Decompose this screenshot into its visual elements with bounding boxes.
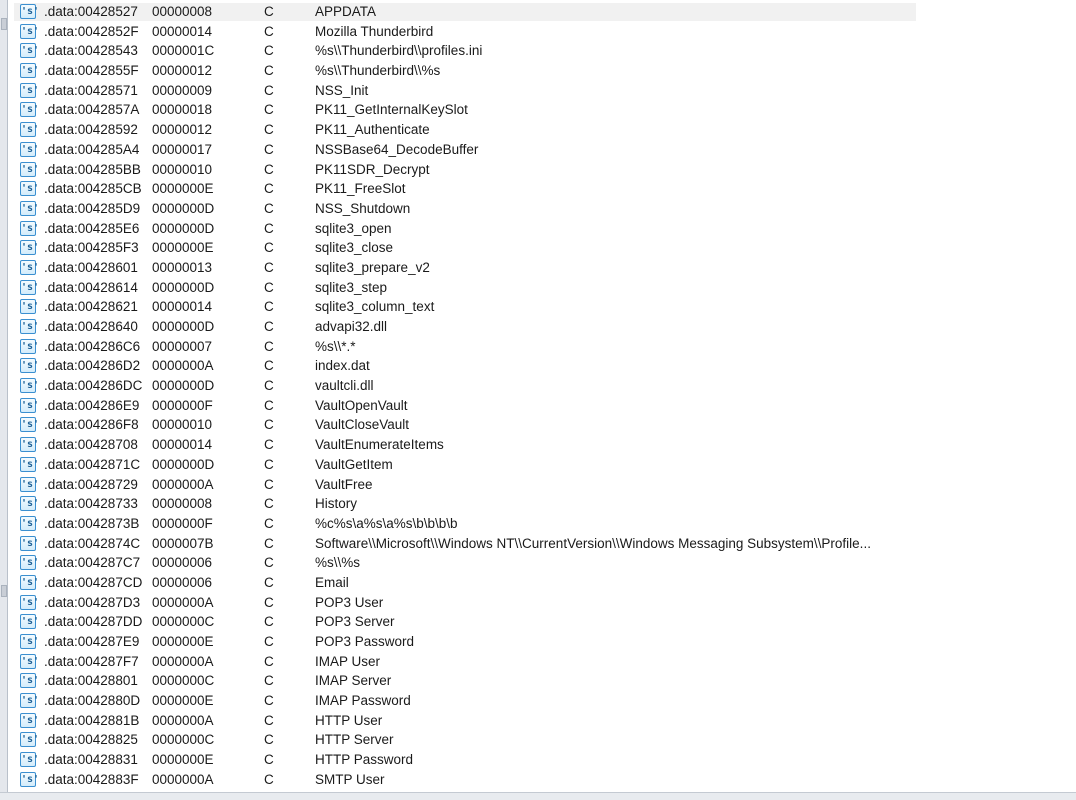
length-cell: 0000000A <box>152 594 214 610</box>
table-row[interactable] <box>8 514 1076 534</box>
string-icon: 's' <box>21 478 40 490</box>
type-cell: C <box>264 63 274 79</box>
table-row[interactable] <box>8 100 1076 120</box>
string-icon: 's' <box>21 557 40 569</box>
type-cell: C <box>264 397 274 413</box>
type-cell: C <box>264 752 274 768</box>
address-cell: .data:004286C6 <box>44 338 141 354</box>
horizontal-scrollbar[interactable] <box>0 792 1076 800</box>
type-cell: C <box>264 456 274 472</box>
string-cell: sqlite3_open <box>315 220 392 236</box>
length-cell: 00000014 <box>152 23 213 39</box>
length-cell: 0000000C <box>152 673 215 689</box>
table-row[interactable] <box>8 297 1076 317</box>
address-cell: .data:0042873B <box>44 515 140 531</box>
address-cell: .data:0042857A <box>44 102 140 118</box>
table-row[interactable] <box>8 22 1076 42</box>
string-cell: NSSBase64_DecodeBuffer <box>315 141 479 157</box>
table-row[interactable] <box>8 750 1076 770</box>
type-cell: C <box>264 220 274 236</box>
table-row[interactable] <box>8 199 1076 219</box>
type-cell: C <box>264 437 274 453</box>
string-icon: 's' <box>21 537 40 549</box>
length-cell: 0000000E <box>152 181 214 197</box>
length-cell: 0000000A <box>152 712 214 728</box>
table-row[interactable] <box>8 2 1076 22</box>
length-cell: 00000010 <box>152 417 213 433</box>
string-cell: IMAP User <box>315 653 381 669</box>
string-cell: VaultCloseVault <box>315 417 410 433</box>
gutter-marker <box>1 18 7 30</box>
string-cell: POP3 Password <box>315 634 415 649</box>
type-cell: C <box>264 712 274 728</box>
string-cell: %s\\Thunderbird\\%s <box>315 63 441 79</box>
left-gutter-splitter[interactable] <box>0 0 8 800</box>
string-icon: 's' <box>21 340 40 352</box>
table-row[interactable] <box>8 691 1076 711</box>
type-cell: C <box>264 732 274 748</box>
address-cell: .data:0042871C <box>44 456 141 472</box>
type-cell: C <box>264 535 274 551</box>
string-cell: %s\\*.* <box>315 338 356 354</box>
string-icon: 's' <box>21 636 40 647</box>
type-cell: C <box>264 515 274 531</box>
string-icon: 's' <box>21 695 40 707</box>
length-cell: 0000001C <box>152 43 215 59</box>
address-cell: .data:00428601 <box>44 259 138 275</box>
type-cell: C <box>264 634 274 649</box>
length-cell: 00000010 <box>152 161 213 177</box>
type-cell: C <box>264 240 274 256</box>
string-icon: 's' <box>21 498 40 510</box>
length-cell: 0000000A <box>152 476 214 492</box>
string-icon: 's' <box>21 222 40 234</box>
string-cell: SMTP User <box>315 771 385 787</box>
string-cell: advapi32.dll <box>315 319 388 334</box>
table-row[interactable] <box>8 494 1076 514</box>
string-icon: 's' <box>21 163 40 175</box>
address-cell: .data:0042874C <box>44 535 141 551</box>
string-icon: 's' <box>21 261 40 273</box>
length-cell: 00000014 <box>152 299 213 315</box>
gutter-marker <box>1 585 7 597</box>
type-cell: C <box>264 82 274 98</box>
string-icon: 's' <box>21 104 40 116</box>
table-row[interactable] <box>8 238 1076 258</box>
string-icon: 's' <box>21 65 40 77</box>
type-cell: C <box>264 161 274 177</box>
string-cell: Email <box>315 574 349 590</box>
type-cell: C <box>264 259 274 275</box>
address-cell: .data:004286F8 <box>44 417 139 433</box>
string-cell: VaultFree <box>315 476 373 492</box>
length-cell: 00000018 <box>152 102 213 118</box>
string-icon: 's' <box>21 655 40 667</box>
string-cell: %s\\Thunderbird\\profiles.ini <box>315 43 483 59</box>
string-cell: NSS_Shutdown <box>315 200 411 216</box>
address-cell: .data:00428592 <box>44 122 138 138</box>
string-cell: PK11_GetInternalKeySlot <box>315 102 468 118</box>
type-cell: C <box>264 771 274 787</box>
type-cell: C <box>264 358 274 374</box>
address-cell: .data:004287DD <box>44 614 143 630</box>
type-cell: C <box>264 200 274 216</box>
address-cell: .data:00428571 <box>44 82 138 98</box>
address-cell: .data:0042852F <box>44 23 139 39</box>
address-cell: .data:004285CB <box>44 181 142 197</box>
length-cell: 00000006 <box>152 574 213 590</box>
address-cell: .data:00428621 <box>44 299 138 315</box>
table-row[interactable] <box>8 475 1076 495</box>
table-row[interactable] <box>8 219 1076 239</box>
table-row[interactable] <box>8 534 1076 554</box>
table-row[interactable] <box>8 396 1076 416</box>
string-cell: IMAP Server <box>315 673 392 689</box>
string-cell: PK11SDR_Decrypt <box>315 161 430 177</box>
table-row[interactable] <box>8 711 1076 731</box>
table-row[interactable] <box>8 435 1076 455</box>
string-cell: sqlite3_close <box>315 240 394 256</box>
type-cell: C <box>264 4 274 19</box>
type-cell: C <box>264 319 274 334</box>
string-icon: 's' <box>21 458 40 470</box>
string-cell: PK11_FreeSlot <box>315 181 406 197</box>
type-cell: C <box>264 653 274 669</box>
address-cell: .data:0042883F <box>44 771 139 787</box>
length-cell: 0000000D <box>152 200 215 216</box>
length-cell: 0000000D <box>152 378 215 394</box>
string-cell: NSS_Init <box>315 82 369 98</box>
table-row[interactable] <box>8 573 1076 593</box>
string-icon: 's' <box>21 281 40 293</box>
table-row[interactable] <box>8 160 1076 180</box>
type-cell: C <box>264 299 274 315</box>
string-cell: History <box>315 496 358 512</box>
type-cell: C <box>264 181 274 197</box>
address-cell: .data:004287D3 <box>44 594 141 610</box>
length-cell: 0000000E <box>152 752 214 768</box>
length-cell: 0000000D <box>152 279 215 295</box>
string-icon: 's' <box>21 124 40 136</box>
string-cell: %c%s\a%s\a%s\b\b\b\b <box>315 515 458 531</box>
table-row[interactable] <box>8 120 1076 140</box>
address-cell: .data:004285BB <box>44 161 141 177</box>
string-cell: index.dat <box>315 358 370 374</box>
string-cell: HTTP Password <box>315 752 414 768</box>
length-cell: 00000012 <box>152 63 213 79</box>
string-icon: 's' <box>21 183 40 195</box>
strings-list[interactable] <box>8 2 1076 790</box>
string-icon: 's' <box>21 6 40 17</box>
type-cell: C <box>264 102 274 118</box>
address-cell: .data:004287F7 <box>44 653 139 669</box>
string-icon: 's' <box>21 301 40 313</box>
address-cell: .data:00428640 <box>44 319 138 334</box>
string-cell: IMAP Password <box>315 693 411 709</box>
address-cell: .data:00428543 <box>44 43 138 59</box>
table-row[interactable] <box>8 415 1076 435</box>
table-row[interactable] <box>8 632 1076 652</box>
table-row[interactable] <box>8 356 1076 376</box>
type-cell: C <box>264 594 274 610</box>
type-cell: C <box>264 338 274 354</box>
address-cell: .data:004286E9 <box>44 397 140 413</box>
string-icon: 's' <box>21 143 40 155</box>
string-cell: VaultEnumerateItems <box>315 437 444 453</box>
length-cell: 0000000F <box>152 515 213 531</box>
type-cell: C <box>264 574 274 590</box>
table-row[interactable] <box>8 376 1076 396</box>
string-icon: 's' <box>21 399 40 411</box>
string-icon: 's' <box>21 576 40 588</box>
string-cell: PK11_Authenticate <box>315 122 430 138</box>
string-icon: 's' <box>21 616 40 628</box>
string-icon: 's' <box>21 25 40 37</box>
length-cell: 00000008 <box>152 4 213 19</box>
length-cell: 0000000E <box>152 693 214 709</box>
type-cell: C <box>264 673 274 689</box>
type-cell: C <box>264 279 274 295</box>
length-cell: 00000006 <box>152 555 213 571</box>
length-cell: 00000008 <box>152 496 213 512</box>
length-cell: 00000009 <box>152 82 213 98</box>
address-cell: .data:004287CD <box>44 574 143 590</box>
address-cell: .data:004286D2 <box>44 358 141 374</box>
length-cell: 0000000E <box>152 240 214 256</box>
length-cell: 0000000D <box>152 456 215 472</box>
string-cell: VaultGetItem <box>315 456 393 472</box>
string-cell: %s\\%s <box>315 555 361 571</box>
string-cell: sqlite3_step <box>315 279 388 295</box>
address-cell: .data:0042855F <box>44 63 139 79</box>
string-icon: 's' <box>21 754 40 766</box>
table-row[interactable] <box>8 553 1076 573</box>
string-icon: 's' <box>21 675 40 687</box>
string-icon: 's' <box>21 734 40 746</box>
string-icon: 's' <box>21 380 40 392</box>
table-row[interactable] <box>8 278 1076 298</box>
row-highlight <box>14 3 916 21</box>
address-cell: .data:00428527 <box>44 4 138 19</box>
string-icon: 's' <box>21 419 40 431</box>
string-icon: 's' <box>21 242 40 254</box>
table-row[interactable] <box>8 317 1076 337</box>
type-cell: C <box>264 555 274 571</box>
length-cell: 0000007B <box>152 535 214 551</box>
table-row[interactable] <box>8 41 1076 61</box>
table-row[interactable] <box>8 337 1076 357</box>
string-cell: POP3 User <box>315 594 384 610</box>
length-cell: 00000007 <box>152 338 213 354</box>
length-cell: 00000012 <box>152 122 213 138</box>
table-row[interactable] <box>8 455 1076 475</box>
length-cell: 00000013 <box>152 259 213 275</box>
length-cell: 0000000E <box>152 634 214 649</box>
string-icon: 's' <box>21 714 40 726</box>
string-cell: vaultcli.dll <box>315 378 374 394</box>
address-cell: .data:004285F3 <box>44 240 139 256</box>
string-icon: 's' <box>21 321 40 332</box>
string-icon: 's' <box>21 202 40 214</box>
table-row[interactable] <box>8 652 1076 672</box>
address-cell: .data:00428733 <box>44 496 138 512</box>
table-row[interactable] <box>8 61 1076 81</box>
type-cell: C <box>264 141 274 157</box>
address-cell: .data:004287E9 <box>44 634 140 649</box>
table-row[interactable] <box>8 612 1076 632</box>
type-cell: C <box>264 496 274 512</box>
address-cell: .data:004287C7 <box>44 555 141 571</box>
string-cell: APPDATA <box>315 4 377 19</box>
table-row[interactable] <box>8 81 1076 101</box>
string-icon: 's' <box>21 517 40 529</box>
length-cell: 0000000C <box>152 614 215 630</box>
table-row[interactable] <box>8 671 1076 691</box>
address-cell: .data:00428825 <box>44 732 138 748</box>
type-cell: C <box>264 417 274 433</box>
string-cell: sqlite3_prepare_v2 <box>315 259 430 275</box>
length-cell: 0000000F <box>152 397 213 413</box>
length-cell: 0000000D <box>152 319 215 334</box>
table-row[interactable] <box>8 593 1076 613</box>
address-cell: .data:004286DC <box>44 378 143 394</box>
string-icon: 's' <box>21 84 40 96</box>
string-icon: 's' <box>21 439 40 451</box>
string-cell: HTTP User <box>315 712 383 728</box>
length-cell: 0000000A <box>152 653 214 669</box>
string-icon: 's' <box>21 360 40 372</box>
type-cell: C <box>264 378 274 394</box>
type-cell: C <box>264 43 274 59</box>
string-cell: HTTP Server <box>315 732 394 748</box>
length-cell: 0000000C <box>152 732 215 748</box>
string-cell: Software\\Microsoft\\Windows NT\\CurrentVersion\\Windows Messaging Subsystem\\Profile... <box>315 535 871 551</box>
length-cell: 0000000A <box>152 771 214 787</box>
type-cell: C <box>264 122 274 138</box>
length-cell: 00000014 <box>152 437 213 453</box>
string-icon: 's' <box>21 596 40 608</box>
table-row[interactable] <box>8 258 1076 278</box>
address-cell: .data:00428614 <box>44 279 138 295</box>
address-cell: .data:004285A4 <box>44 141 140 157</box>
address-cell: .data:004285D9 <box>44 200 141 216</box>
table-row[interactable] <box>8 730 1076 750</box>
table-row[interactable] <box>8 140 1076 160</box>
string-cell: Mozilla Thunderbird <box>315 23 434 39</box>
string-icon: 's' <box>21 45 40 57</box>
type-cell: C <box>264 476 274 492</box>
address-cell: .data:00428729 <box>44 476 138 492</box>
type-cell: C <box>264 23 274 39</box>
address-cell: .data:00428801 <box>44 673 138 689</box>
type-cell: C <box>264 693 274 709</box>
address-cell: .data:00428831 <box>44 752 138 768</box>
address-cell: .data:0042881B <box>44 712 140 728</box>
string-cell: sqlite3_column_text <box>315 299 435 315</box>
length-cell: 0000000D <box>152 220 215 236</box>
string-cell: VaultOpenVault <box>315 397 408 413</box>
address-cell: .data:0042880D <box>44 693 141 709</box>
type-cell: C <box>264 614 274 630</box>
string-cell: POP3 Server <box>315 614 395 630</box>
string-icon: 's' <box>21 773 40 785</box>
address-cell: .data:004285E6 <box>44 220 140 236</box>
address-cell: .data:00428708 <box>44 437 138 453</box>
table-row[interactable] <box>8 770 1076 790</box>
length-cell: 0000000A <box>152 358 214 374</box>
table-row[interactable] <box>8 179 1076 199</box>
length-cell: 00000017 <box>152 141 213 157</box>
